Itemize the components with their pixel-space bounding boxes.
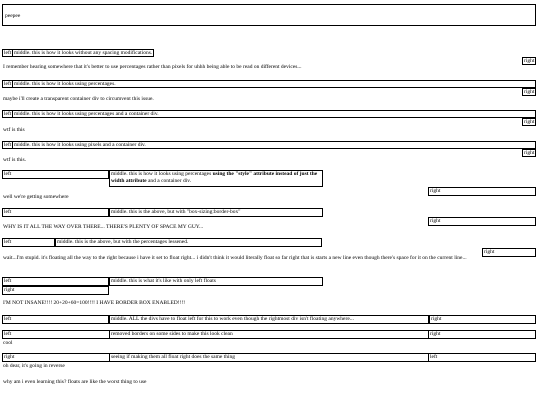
note-5: well we're getting somewhere bbox=[3, 194, 69, 200]
footer-text: why am i even learning this? floats are like the worst thing to use bbox=[3, 379, 147, 385]
right-box: right bbox=[524, 89, 535, 95]
middle-box bbox=[109, 170, 323, 187]
note-reverse: oh dear, it's going in reverse bbox=[3, 363, 65, 369]
right-box: left bbox=[429, 353, 536, 362]
middle-box: middle. this is what it's like with only left floats bbox=[109, 277, 323, 286]
right-box: right bbox=[429, 330, 536, 339]
middle-box: seeing if making them all float right does the same thing bbox=[109, 353, 429, 362]
left-box: left bbox=[2, 277, 109, 286]
left-box: left bbox=[2, 170, 109, 179]
middle-text-c: and a container div. bbox=[146, 177, 191, 184]
note-cool: cool bbox=[3, 340, 13, 346]
right-box: right bbox=[524, 150, 535, 156]
middle-box: middle. this is how it looks using pixels and a container div. bbox=[12, 141, 536, 149]
left-box: left bbox=[4, 50, 12, 56]
middle-box: middle. ALL the divs have to float left for this to work even though the rightmost div isn't floating anywhere... bbox=[109, 315, 429, 324]
left-box: left bbox=[2, 238, 55, 247]
right-box: right bbox=[428, 217, 536, 226]
left-box: left bbox=[4, 142, 12, 148]
left-box: left bbox=[4, 81, 12, 87]
note-1: I remember hearing somewhere that it's better to use percentages rather than pixels for uhhh being able to be read on different devices... bbox=[3, 64, 302, 70]
left-box: left bbox=[4, 111, 12, 117]
right-box: right bbox=[524, 119, 535, 125]
shout-text: I'M NOT INSANE!!!! 20+20+60=100!!!! I HAVE BORDER BOX ENABLED!!!! bbox=[3, 300, 186, 306]
left-box: right bbox=[2, 353, 109, 362]
middle-box: middle. this is the above, but with "box-sizing:border-box" bbox=[109, 208, 323, 217]
left-box: left bbox=[2, 208, 109, 217]
note-4: wtf is this. bbox=[3, 157, 27, 163]
note-3: wtf is this bbox=[3, 127, 25, 133]
right-box: right bbox=[428, 187, 536, 196]
middle-text-bold: using the "style" attribute instead of just the width attribute bbox=[111, 171, 318, 184]
middle-box: middle. this is how it looks using percentages. bbox=[12, 80, 536, 88]
right-box: right bbox=[429, 315, 536, 324]
middle-box: middle. this is how it looks without any spacing modifications. bbox=[14, 50, 153, 56]
right-box: right bbox=[2, 286, 109, 295]
middle-box: middle. this is how it looks using percentages and a container div. bbox=[12, 110, 536, 118]
middle-box: middle. this is the above, but with the percentages lessened. bbox=[55, 238, 322, 247]
note-6: WHY IS IT ALL THE WAY OVER THERE... THERE'S PLENTY OF SPACE MY GUY... bbox=[3, 224, 204, 230]
middle-text-a: middle. this is how it looks using percentages bbox=[111, 171, 213, 177]
note-2: maybe i'll create a transparent container div to circumvent this issue. bbox=[3, 96, 154, 102]
header-text: peepee bbox=[5, 13, 21, 19]
right-box: right bbox=[482, 248, 536, 257]
left-box: left bbox=[2, 315, 109, 324]
right-box: right bbox=[524, 58, 535, 64]
note-7: wait...I'm stupid. it's floating all the way to the right because i have it set to float right... i didn't think it would literally float so far right that is starts a new line even though there's space for it on the current line... bbox=[3, 255, 467, 261]
left-box: left bbox=[2, 330, 109, 339]
middle-box: removed borders on some sides to make this look clean bbox=[109, 330, 429, 339]
header-box bbox=[2, 4, 536, 26]
